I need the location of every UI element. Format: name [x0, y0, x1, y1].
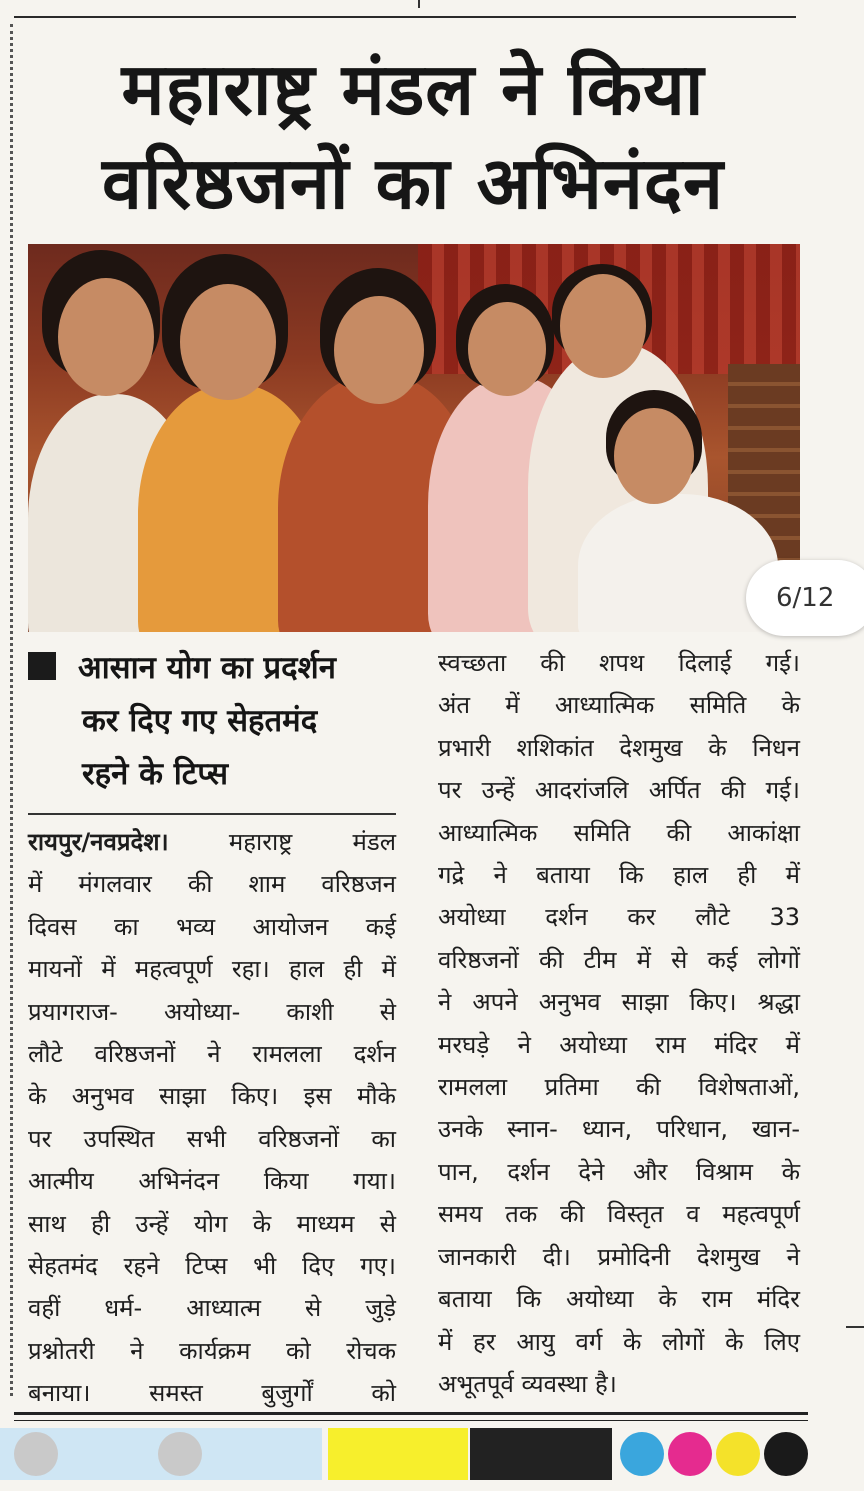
registration-black-strip — [470, 1428, 612, 1480]
text-line: मरघड़े ने अयोध्या राम मंदिर में — [438, 1030, 800, 1059]
subheading-line: रहने के टिप्स — [82, 756, 229, 792]
headline-line-2: वरिष्ठजनों का अभिनंदन — [101, 141, 725, 225]
event-photo[interactable] — [28, 244, 800, 632]
bottom-rule — [14, 1412, 808, 1415]
subheading-divider — [28, 813, 396, 815]
text-line: रायपुर/नवप्रदेश। महाराष्ट्र मंडल — [28, 828, 396, 856]
text-line: आध्यात्मिक समिति की आकांक्षा — [438, 818, 800, 847]
registration-magenta-dot — [668, 1432, 712, 1476]
registration-yellow-dot — [716, 1432, 760, 1476]
text-line: गद्रे ने बताया कि हाल ही में — [438, 861, 800, 890]
page-indicator-badge — [746, 560, 864, 636]
right-column — [438, 642, 800, 1405]
text-line: में हर आयु वर्ग के लोगों के लिए — [438, 1327, 800, 1356]
text-line: अंत में आध्यात्मिक समिति के — [438, 691, 800, 720]
text-line: लौटे वरिष्ठजनों ने रामलला दर्शन — [28, 1040, 396, 1069]
registration-grey-dot — [14, 1432, 58, 1476]
text-line: स्वच्छता की शपथ दिलाई गई। — [438, 649, 800, 677]
subheading-line: आसान योग का प्रदर्शन — [28, 642, 396, 695]
top-tick-mark — [418, 0, 420, 8]
text-line: अयोध्या दर्शन कर लौटे 33 — [438, 903, 800, 932]
headline-line-1: महाराष्ट्र मंडल ने किया — [121, 47, 705, 131]
bullet-square-icon — [28, 652, 56, 680]
text-line: में मंगलवार की शाम वरिष्ठजन — [28, 870, 396, 899]
bottom-rule-thin — [14, 1420, 808, 1421]
text-line: उनके स्नान- ध्यान, परिधान, खान- — [438, 1115, 800, 1144]
registration-black-dot — [764, 1432, 808, 1476]
text-line: प्रश्नोतरी ने कार्यक्रम को रोचक — [28, 1336, 396, 1365]
text-line: बताया कि अयोध्या के राम मंदिर — [438, 1285, 800, 1314]
headline — [28, 42, 798, 230]
subheading-line: कर दिए गए सेहतमंद — [82, 703, 318, 739]
left-column — [28, 642, 396, 1415]
subheading — [28, 642, 396, 801]
text-line: मायनों में महत्वपूर्ण रहा। हाल ही में — [28, 955, 396, 984]
dotted-cut-line — [10, 24, 13, 1396]
registration-yellow-strip — [328, 1428, 468, 1480]
text-line: ने अपने अनुभव साझा किए। श्रद्धा — [438, 988, 800, 1017]
text-line: वहीं धर्म- आध्यात्म से जुड़े — [28, 1294, 396, 1323]
text-line: पर उपस्थित सभी वरिष्ठजनों का — [28, 1124, 396, 1153]
text-line: समय तक की विस्तृत व महत्वपूर्ण — [438, 1200, 800, 1229]
text-line: के अनुभव साझा किए। इस मौके — [28, 1082, 396, 1111]
dateline: रायपुर/नवप्रदेश। — [28, 828, 169, 856]
text-line: प्रभारी शशिकांत देशमुख के निधन — [438, 733, 800, 762]
text-line: आत्मीय अभिनंदन किया गया। — [28, 1167, 396, 1196]
text-line: प्रयागराज- अयोध्या- काशी से — [28, 997, 396, 1026]
text-line: अभूतपूर्व व्यवस्था है। — [438, 1369, 617, 1398]
top-rule — [14, 16, 796, 18]
text-line: बनाया। समस्त बुजुर्गों को — [28, 1379, 396, 1408]
text-line: दिवस का भव्य आयोजन कई — [28, 912, 396, 941]
side-margin-mark — [846, 1326, 864, 1328]
text-line: वरिष्ठजनों की टीम में से कई लोगों — [438, 945, 800, 974]
text-line: सेहतमंद रहने टिप्स भी दिए गए। — [28, 1252, 396, 1281]
registration-grey-dot — [158, 1432, 202, 1476]
registration-cyan-dot — [620, 1432, 664, 1476]
text-line: पान, दर्शन देने और विश्राम के — [438, 1157, 800, 1186]
text-line: रामलला प्रतिमा की विशेषताओं, — [438, 1073, 800, 1102]
text-line: पर उन्हें आदरांजलि अर्पित की गई। — [438, 776, 800, 805]
right-body-text — [438, 642, 800, 1405]
print-color-registration-bar — [0, 1428, 864, 1480]
text-line: जानकारी दी। प्रमोदिनी देशमुख ने — [438, 1242, 800, 1271]
left-body-text — [28, 821, 396, 1415]
page-indicator-text: 6/12 — [776, 583, 835, 613]
text-line: साथ ही उन्हें योग के माध्यम से — [28, 1209, 396, 1238]
